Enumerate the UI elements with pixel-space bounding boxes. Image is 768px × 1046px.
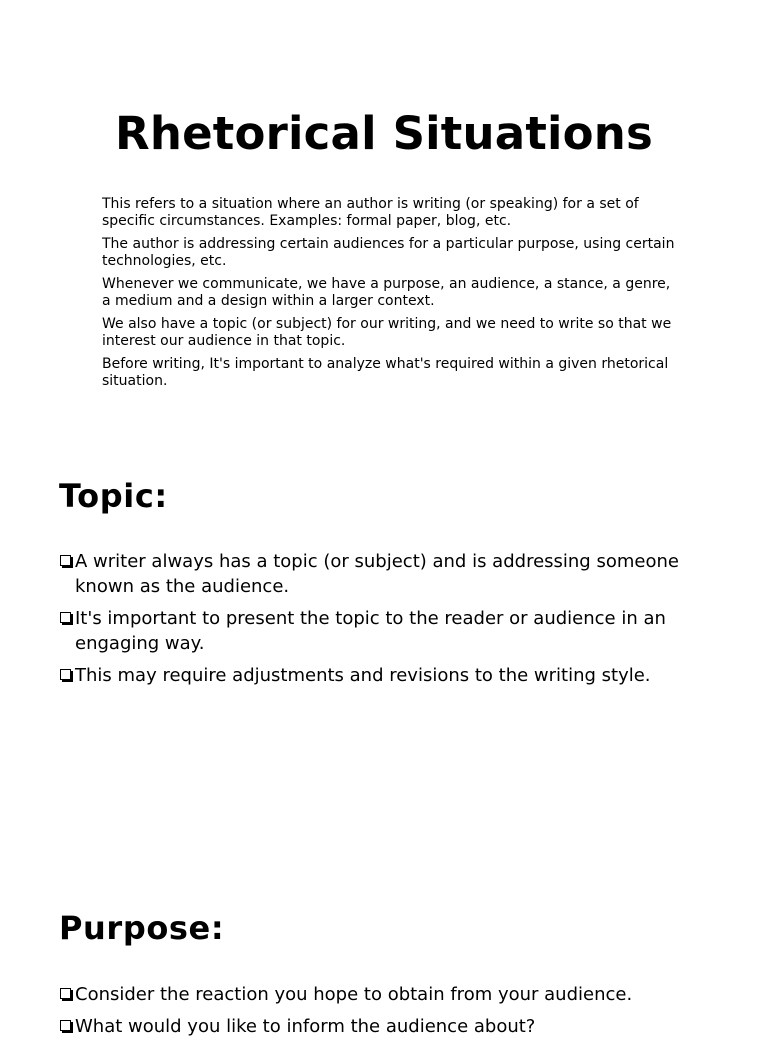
checkbox-square-icon xyxy=(60,988,71,999)
bullet-item xyxy=(59,663,709,688)
bullet-item xyxy=(59,549,709,599)
bullet-text: This may require adjustments and revisions to the writing style. xyxy=(75,665,651,686)
bullet-text: What would you like to inform the audience about? xyxy=(75,1016,536,1037)
bullet-item xyxy=(59,1014,709,1039)
topic-heading: Topic: xyxy=(59,477,168,515)
intro-block xyxy=(102,196,682,396)
intro-paragraph: The author is addressing certain audiences for a particular purpose, using certain technologies, etc. xyxy=(102,236,675,269)
intro-paragraph: Before writing, It's important to analyze what's required within a given rhetorical situation. xyxy=(102,356,669,389)
topic-bullet-list xyxy=(59,549,709,695)
intro-paragraph: We also have a topic (or subject) for our writing, and we need to write so that we interest our audience in that topic. xyxy=(102,316,672,349)
bullet-item xyxy=(59,606,709,656)
bullet-text: It's important to present the topic to the reader or audience in an engaging way. xyxy=(75,608,666,654)
bullet-text: Consider the reaction you hope to obtain from your audience. xyxy=(75,984,633,1005)
page-title: Rhetorical Situations xyxy=(114,107,653,160)
intro-paragraph: Whenever we communicate, we have a purpose, an audience, a stance, a genre, a medium and a design within a larger context. xyxy=(102,276,671,309)
bullet-item xyxy=(59,982,709,1007)
bullet-text: A writer always has a topic (or subject) and is addressing someone known as the audience. xyxy=(75,551,679,597)
intro-paragraph: This refers to a situation where an author is writing (or speaking) for a set of specific circumstances. Examples: formal paper, blog, etc. xyxy=(102,196,639,229)
purpose-bullet-list xyxy=(59,982,709,1046)
checkbox-square-icon xyxy=(60,1020,71,1031)
checkbox-square-icon xyxy=(60,612,71,623)
checkbox-square-icon xyxy=(60,669,71,680)
checkbox-square-icon xyxy=(60,555,71,566)
purpose-heading: Purpose: xyxy=(59,909,225,947)
